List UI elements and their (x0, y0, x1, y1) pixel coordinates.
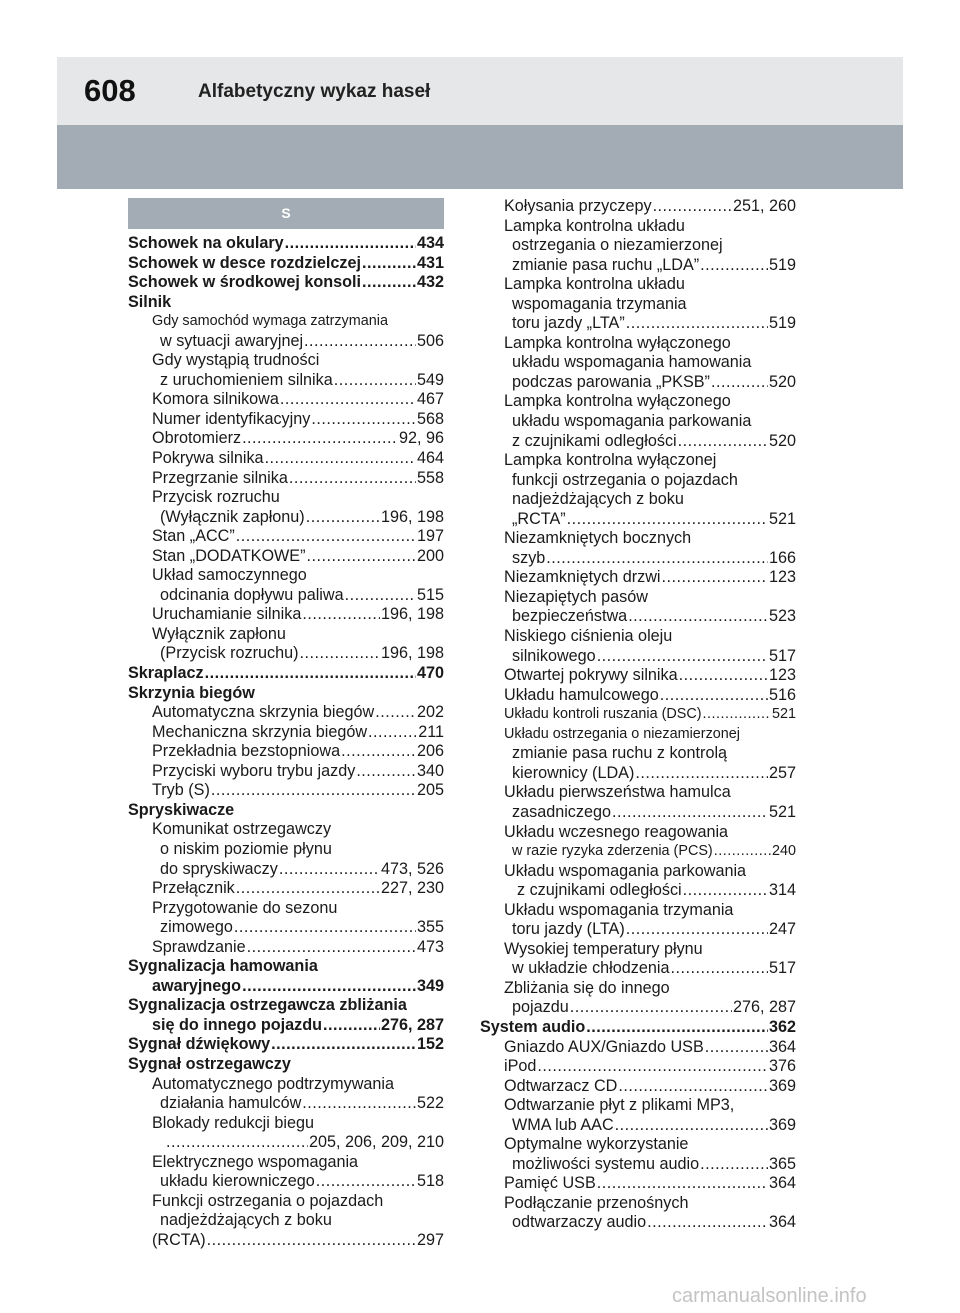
index-entry (128, 938, 444, 958)
dot-leader (211, 781, 416, 801)
entry-text: Niezamkniętych drzwi (504, 568, 661, 587)
entry-text: (RCTA) (152, 1230, 206, 1249)
index-entry (480, 842, 796, 862)
dot-leader (300, 644, 380, 664)
entry-page: 166 (768, 548, 796, 567)
dot-leader (302, 605, 380, 625)
index-entry (480, 549, 796, 569)
dot-leader (280, 390, 416, 410)
section-title: Alfabetyczny wykaz haseł (198, 81, 431, 102)
entry-page: 519 (768, 314, 796, 333)
entry-text: układu kierowniczego (160, 1172, 315, 1191)
index-entry (128, 273, 444, 293)
dot-leader (660, 686, 768, 706)
entry-text: iPod (504, 1057, 537, 1076)
entry-text: Mechaniczna skrzynia biegów (152, 722, 368, 741)
entry-page: 123 (768, 568, 796, 587)
index-entry (480, 510, 796, 530)
index-entry (480, 314, 796, 334)
entry-page: 467 (416, 390, 444, 409)
index-entry (128, 371, 444, 391)
index-entry (128, 1172, 444, 1192)
dot-leader (265, 449, 416, 469)
dot-leader (714, 842, 771, 862)
index-entry: Układu wspomagania trzymania (504, 900, 734, 919)
entry-text: szyb (512, 548, 546, 567)
entry-page: 362 (768, 1017, 796, 1036)
index-entry: nadjeżdżających z boku (160, 1211, 332, 1230)
index-entry (128, 742, 444, 762)
entry-page: 522 (416, 1094, 444, 1113)
dot-leader (242, 429, 398, 449)
dot-leader (316, 1172, 416, 1192)
index-entry: Blokady redukcji biegu (152, 1113, 314, 1132)
dot-leader (306, 508, 380, 528)
dot-leader (703, 705, 771, 725)
index-entry (480, 881, 796, 901)
dot-leader (635, 764, 768, 784)
dot-leader (205, 664, 416, 684)
entry-text: Przyciski wyboru trybu jazdy (152, 761, 356, 780)
page-number: 608 (84, 73, 136, 108)
index-entry (128, 586, 444, 606)
entry-text: z uruchomieniem silnika (160, 370, 333, 389)
entry-page: 523 (768, 607, 796, 626)
index-entry (480, 1077, 796, 1097)
dot-leader (242, 977, 416, 997)
entry-text: Numer identyfikacyjny (152, 409, 311, 428)
entry-text: w sytuacji awaryjnej (160, 331, 304, 350)
dot-leader (615, 1116, 768, 1136)
entry-text: bezpieczeństwa (512, 607, 628, 626)
entry-text: Otwartej pokrywy silnika (504, 666, 678, 685)
dot-leader (653, 197, 732, 217)
entry-text: (Przycisk rozruchu) (160, 644, 299, 663)
index-entry: Spryskiwacze (128, 800, 235, 819)
dot-leader (234, 918, 416, 938)
entry-text: kierownicy (LDA) (512, 763, 635, 782)
entry-text: zmianie pasa ruchu „LDA” (512, 255, 700, 274)
index-entry (128, 410, 444, 430)
entry-text: odcinania dopływu paliwa (160, 585, 344, 604)
entry-page: 355 (416, 918, 444, 937)
entry-text: Uruchamianie silnika (152, 605, 302, 624)
entry-text: Schowek na okulary (128, 234, 284, 252)
entry-page: 197 (416, 527, 444, 546)
index-entry (480, 1038, 796, 1058)
dot-leader (307, 547, 416, 567)
dot-leader (597, 1174, 768, 1194)
watermark: carmanualsonline.info (672, 1285, 867, 1307)
entry-page: 276, 287 (380, 1015, 444, 1034)
dot-leader (705, 1038, 768, 1058)
index-entry (128, 879, 444, 899)
dot-leader (537, 1057, 768, 1077)
entry-text: Stan „ACC” (152, 527, 235, 546)
dot-leader (586, 1018, 768, 1038)
entry-page: 516 (768, 685, 796, 704)
entry-text: zasadniczego (512, 802, 611, 821)
index-entry (128, 1035, 444, 1055)
entry-text: podczas parowania „PKSB” (512, 372, 710, 391)
index-entry: Lampka kontrolna wyłączonego (504, 333, 731, 352)
index-entry: Lampka kontrolna wyłączonej (504, 451, 717, 470)
entry-text: Kołysania przyczepy (504, 197, 652, 215)
entry-text: Komora silnikowa (152, 390, 279, 409)
dot-leader (323, 1016, 380, 1036)
index-entry (128, 1133, 444, 1153)
entry-page: 202 (416, 703, 444, 722)
index-entry: Zbliżania się do innego (504, 978, 670, 997)
entry-text: Skraplacz (128, 664, 204, 683)
dot-leader (207, 1231, 416, 1251)
entry-text: Układu hamulcowego (504, 685, 659, 704)
index-entry (480, 920, 796, 940)
index-entry: Lampka kontrolna układu (504, 216, 685, 235)
entry-text: Obrotomierz (152, 429, 242, 448)
index-entry: Optymalne wykorzystanie (504, 1135, 689, 1154)
index-entry: wspomagania trzymania (512, 294, 687, 313)
index-entry (480, 1057, 796, 1077)
entry-text: Przekładnia bezstopniowa (152, 742, 341, 761)
dot-leader (236, 527, 416, 547)
index-entry (480, 1116, 796, 1136)
index-entry (480, 373, 796, 393)
entry-text: awaryjnego (152, 976, 242, 995)
entry-text: Automatyczna skrzynia biegów (152, 703, 375, 722)
index-entry (128, 508, 444, 528)
index-entry (480, 1155, 796, 1175)
header-bar (57, 125, 903, 189)
entry-page: 521 (771, 706, 796, 723)
entry-page: 549 (416, 370, 444, 389)
entry-page: 276, 287 (732, 998, 796, 1017)
index-entry (480, 803, 796, 823)
index-entry: Przygotowanie do sezonu (152, 898, 338, 917)
index-entry: Niskiego ciśnienia oleju (504, 627, 673, 646)
index-entry: Sygnalizacja hamowania (128, 957, 318, 976)
index-entry (128, 703, 444, 723)
entry-text: się do innego pojazdu (152, 1015, 322, 1034)
dot-leader (362, 254, 416, 274)
entry-text: możliwości systemu audio (512, 1154, 700, 1173)
entry-page: 364 (768, 1174, 796, 1193)
entry-page: 314 (768, 881, 796, 900)
entry-text: Układu kontroli ruszania (DSC) (504, 706, 702, 723)
index-entry (128, 1016, 444, 1036)
index-column-right (480, 197, 796, 1233)
entry-text: Schowek w desce rozdzielczej (128, 253, 362, 272)
entry-page: 92, 96 (398, 429, 444, 448)
index-entry: Lampka kontrolna układu (504, 275, 685, 294)
index-entry (128, 429, 444, 449)
index-entry: Lampka kontrolna wyłączonego (504, 392, 731, 411)
dot-leader (670, 959, 768, 979)
dot-leader (362, 273, 416, 293)
dot-leader (334, 371, 416, 391)
index-entry: o niskim poziomie płynu (160, 839, 332, 858)
entry-text: (Wyłącznik zapłonu) (160, 507, 305, 526)
dot-leader (285, 234, 416, 254)
dot-leader (612, 803, 768, 823)
entry-page: 240 (771, 843, 796, 860)
entry-page: 369 (768, 1115, 796, 1134)
dot-leader (662, 568, 768, 588)
entry-text: Stan „DODATKOWE” (152, 546, 306, 565)
entry-page: 365 (768, 1154, 796, 1173)
index-entry: Wysokiej temperatury płynu (504, 939, 703, 958)
entry-page: 257 (768, 763, 796, 782)
index-entry: Niezamkniętych bocznych (504, 529, 692, 548)
dot-leader (304, 332, 416, 352)
index-entry: układu wspomagania parkowania (512, 412, 752, 431)
index-column-left (128, 198, 444, 1250)
dot-leader (289, 469, 416, 489)
index-entry: Elektrycznego wspomagania (152, 1152, 359, 1171)
entry-page: 297 (416, 1230, 444, 1249)
entry-text: w układzie chłodzenia (512, 959, 670, 978)
dot-leader (626, 920, 768, 940)
entry-text: Pamięć USB (504, 1174, 596, 1193)
index-entry (480, 1174, 796, 1194)
entry-page: 473 (416, 937, 444, 956)
entry-page: 568 (416, 409, 444, 428)
entry-page: 521 (768, 509, 796, 528)
entry-page: 196, 198 (380, 605, 444, 624)
entry-text: System audio (480, 1017, 586, 1036)
entry-page: 515 (416, 585, 444, 604)
index-entry: funkcji ostrzegania o pojazdach (512, 470, 738, 489)
index-entry (480, 686, 796, 706)
entry-page: 506 (416, 331, 444, 350)
index-entry: Silnik (128, 292, 172, 311)
index-entry (480, 432, 796, 452)
entry-page: 431 (416, 253, 444, 272)
entry-page: 558 (416, 468, 444, 487)
index-entry (128, 234, 444, 254)
index-entry: nadjeżdżających z boku (512, 490, 684, 509)
index-entry: Komunikat ostrzegawczy (152, 820, 332, 839)
index-entry: ostrzegania o niezamierzonej (512, 236, 723, 255)
dot-leader (356, 762, 416, 782)
entry-page: 364 (768, 1213, 796, 1232)
dot-leader (679, 666, 768, 686)
index-entry: Sygnał ostrzegawczy (128, 1054, 291, 1073)
entry-page: 517 (768, 959, 796, 978)
entry-page: 369 (768, 1076, 796, 1095)
dot-leader (628, 607, 768, 627)
index-entry (480, 256, 796, 276)
index-entry (128, 254, 444, 274)
index-entry (128, 527, 444, 547)
index-entry (480, 647, 796, 667)
entry-text: Schowek w środkowej konsoli (128, 273, 361, 292)
index-entry: Automatycznego podtrzymywania (152, 1074, 395, 1093)
index-entry: Niezapiętych pasów (504, 587, 648, 606)
index-entry (128, 977, 444, 997)
entry-text: działania hamulców (160, 1094, 302, 1113)
entry-page: 205, 206, 209, 210 (308, 1133, 444, 1152)
entry-text: pojazdu (512, 998, 569, 1017)
entry-page: 521 (768, 802, 796, 821)
index-entry (480, 568, 796, 588)
entry-text: Przełącznik (152, 879, 235, 898)
entry-page: 349 (416, 976, 444, 995)
index-entry (480, 998, 796, 1018)
index-entry (128, 723, 444, 743)
entry-text: zimowego (160, 918, 233, 937)
dot-leader (279, 860, 380, 880)
entry-page: 340 (416, 761, 444, 780)
index-entry (128, 332, 444, 352)
index-entry (128, 762, 444, 782)
entry-text: Przegrzanie silnika (152, 468, 288, 487)
dot-leader (375, 703, 416, 723)
entry-page: 434 (416, 234, 444, 252)
index-entry: zmianie pasa ruchu z kontrolą (512, 744, 728, 763)
dot-leader (271, 1035, 416, 1055)
entry-page: 196, 198 (380, 507, 444, 526)
entry-page: 518 (416, 1172, 444, 1191)
index-entry: Układu ostrzegania o niezamierzonej (504, 725, 740, 742)
index-entry (480, 607, 796, 627)
index-entry (128, 860, 444, 880)
dot-leader (570, 998, 732, 1018)
entry-text: toru jazdy (LTA) (512, 920, 625, 939)
entry-page: 227, 230 (380, 879, 444, 898)
dot-leader (700, 1155, 768, 1175)
entry-text: Odtwarzacz CD (504, 1076, 618, 1095)
entry-page: 517 (768, 646, 796, 665)
dot-leader (711, 373, 768, 393)
index-entry: Funkcji ostrzegania o pojazdach (152, 1191, 384, 1210)
dot-leader (341, 742, 416, 762)
header-band (57, 57, 903, 125)
entry-page: 364 (768, 1037, 796, 1056)
entry-page: 205 (416, 781, 444, 800)
dot-leader (678, 432, 768, 452)
entry-page: 376 (768, 1057, 796, 1076)
entry-page: 196, 198 (380, 644, 444, 663)
entry-page: 432 (416, 273, 444, 292)
index-entry: Gdy wystąpią trudności (152, 351, 320, 370)
dot-leader (311, 410, 416, 430)
dot-leader (683, 881, 768, 901)
index-entry (128, 918, 444, 938)
dot-leader (597, 647, 768, 667)
dot-leader (302, 1094, 416, 1114)
entry-text: w razie ryzyka zderzenia (PCS) (512, 843, 713, 860)
dot-leader (700, 256, 768, 276)
index-entry: Odtwarzanie płyt z plikami MP3, (504, 1096, 735, 1115)
dot-leader (647, 1213, 768, 1233)
entry-text: „RCTA” (512, 509, 566, 528)
index-entry (480, 959, 796, 979)
index-entry (128, 390, 444, 410)
dot-leader (368, 723, 417, 743)
index-entry (128, 605, 444, 625)
entry-text: Sygnał dźwiękowy (128, 1035, 271, 1054)
index-entry: Układu wspomagania parkowania (504, 861, 747, 880)
index-entry (480, 197, 796, 217)
index-entry: Podłączanie przenośnych (504, 1193, 689, 1212)
index-entry (480, 666, 796, 686)
letter-heading: S (128, 198, 444, 229)
index-entry: Skrzynia biegów (128, 683, 255, 702)
entry-page: 206 (416, 742, 444, 761)
entry-text: Pokrywa silnika (152, 449, 264, 468)
entry-text: Gniazdo AUX/Gniazdo USB (504, 1037, 704, 1056)
entry-page: 520 (768, 372, 796, 391)
entry-text: odtwarzaczy audio (512, 1213, 647, 1232)
entry-text: WMA lub AAC (512, 1115, 614, 1134)
index-entry (128, 449, 444, 469)
index-entry: Przycisk rozruchu (152, 488, 280, 507)
index-entry: Gdy samochód wymaga zatrzymania (152, 313, 388, 330)
entry-text: Tryb (S) (152, 781, 210, 800)
entry-page: 520 (768, 431, 796, 450)
index-entry: Wyłącznik zapłonu (152, 624, 286, 643)
index-entry (128, 1231, 444, 1251)
entry-text: Sprawdzanie (152, 937, 246, 956)
index-entry: Sygnalizacja ostrzegawcza zbliżania (128, 996, 407, 1015)
index-entries-right (480, 197, 796, 1233)
dot-leader (567, 510, 768, 530)
index-entry (128, 547, 444, 567)
dot-leader (618, 1077, 768, 1097)
entry-page: 470 (416, 664, 444, 683)
index-entry (128, 664, 444, 684)
entry-text: z czujnikami odległości (517, 881, 682, 900)
index-entry (480, 764, 796, 784)
entry-page: 519 (768, 255, 796, 274)
index-entry (128, 1094, 444, 1114)
entry-text: silnikowego (512, 646, 596, 665)
entry-page: 464 (416, 449, 444, 468)
entry-page: 211 (418, 722, 444, 741)
index-entry: Układu pierwszeństwa hamulca (504, 783, 731, 802)
entry-page: 123 (768, 666, 796, 685)
index-entry: Układ samoczynnego (152, 566, 307, 585)
entry-text: toru jazdy „LTA” (512, 314, 625, 333)
entry-page: 152 (416, 1035, 444, 1054)
entry-page: 200 (416, 546, 444, 565)
entry-text: do spryskiwaczy (160, 859, 278, 878)
index-entry (480, 705, 796, 725)
dot-leader (345, 586, 416, 606)
dot-leader (166, 1133, 308, 1153)
index-entry: układu wspomagania hamowania (512, 353, 752, 372)
index-entry (128, 781, 444, 801)
index-entry: Układu wczesnego reagowania (504, 822, 729, 841)
index-entry (480, 1213, 796, 1233)
entry-page: 251, 260 (732, 197, 796, 215)
index-entries-left (128, 234, 444, 1250)
dot-leader (236, 879, 380, 899)
dot-leader (626, 314, 768, 334)
index-entry (480, 1018, 796, 1038)
dot-leader (247, 938, 416, 958)
entry-page: 247 (768, 920, 796, 939)
index-entry (128, 644, 444, 664)
entry-text: z czujnikami odległości (512, 431, 677, 450)
dot-leader (546, 549, 768, 569)
entry-page: 473, 526 (380, 859, 444, 878)
index-entry (128, 469, 444, 489)
